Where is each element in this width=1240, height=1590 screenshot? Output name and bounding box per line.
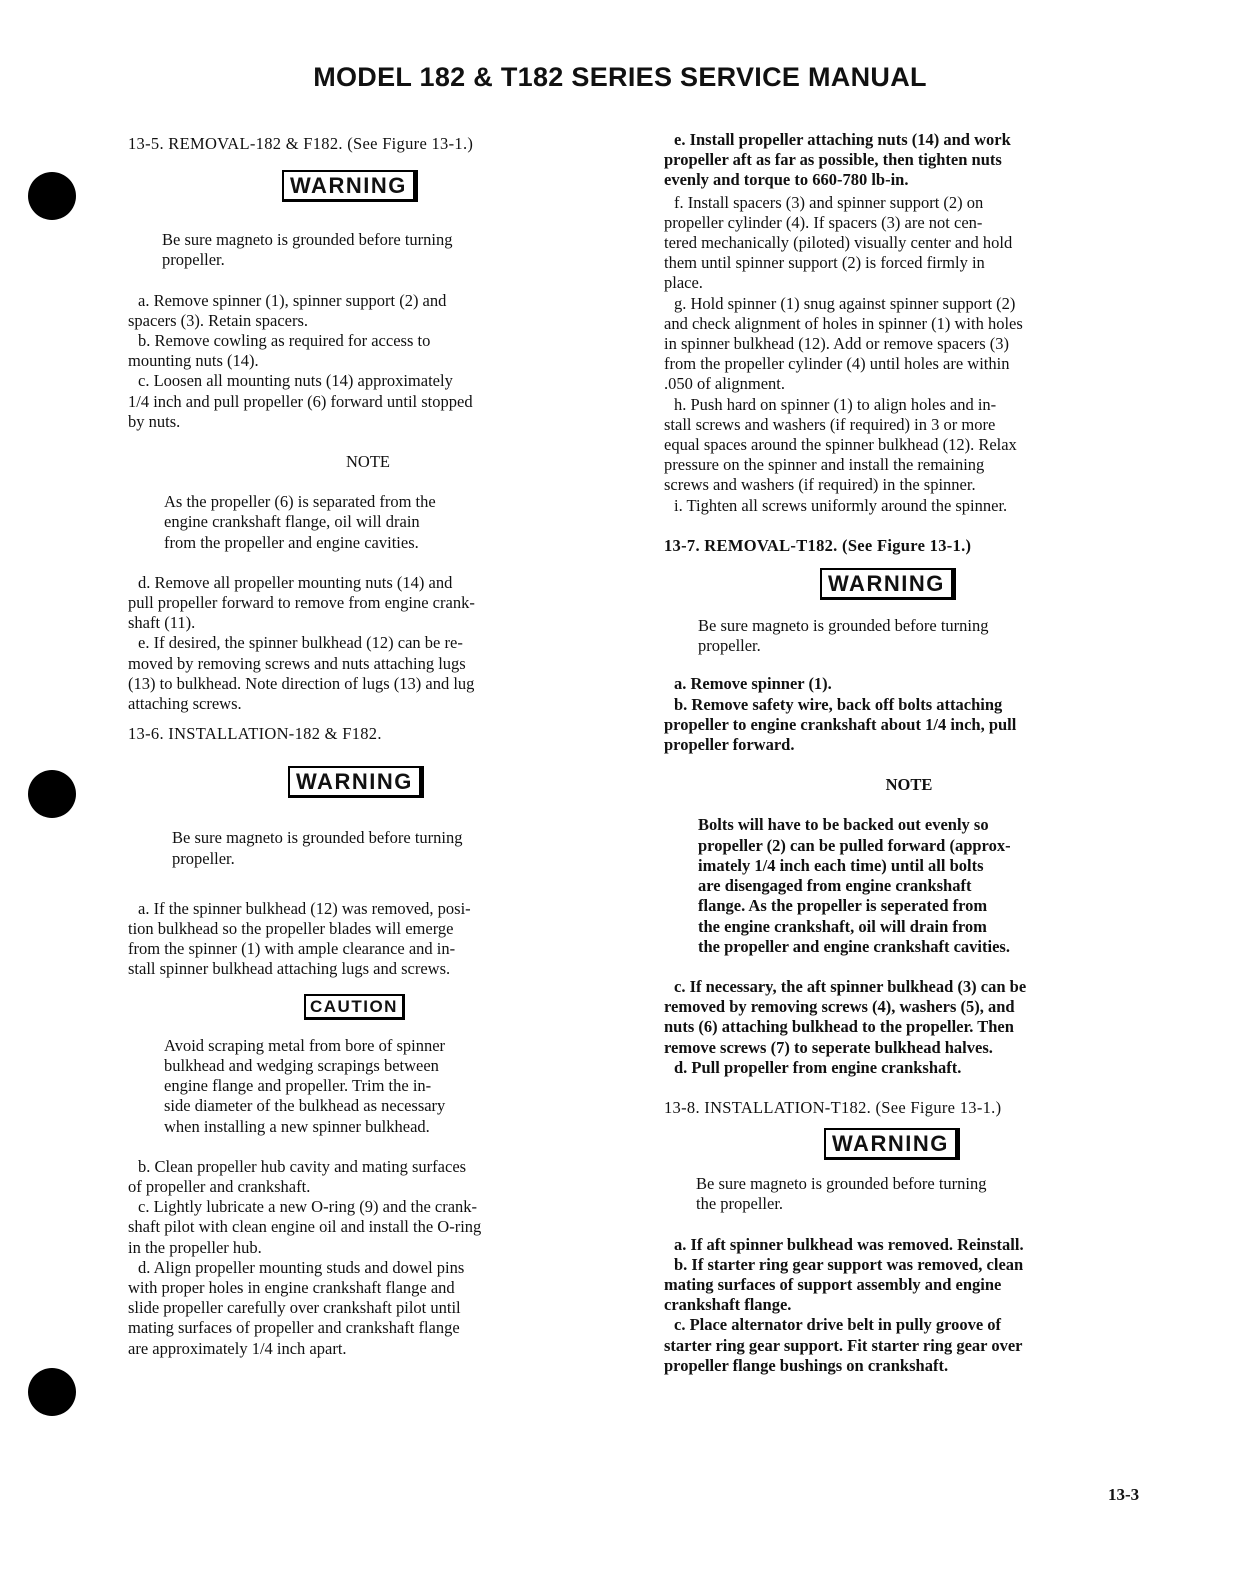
caution-text-line: Avoid scraping metal from bore of spinner (164, 1035, 446, 1055)
warning-1 (128, 170, 608, 202)
step-line: (13) to bulkhead. Note direction of lugs (13) and lug (128, 673, 475, 693)
left-column (128, 130, 608, 1359)
warning-badge: WARNING (288, 766, 424, 798)
right-column (664, 130, 1154, 1376)
step-line: place. (664, 273, 703, 293)
binder-hole-middle (28, 770, 76, 818)
step-c: c. If necessary, the aft spinner bulkhead (3) can be (674, 976, 1027, 996)
section-13-6-heading: 13-6. INSTALLATION-182 & F182. (128, 724, 382, 744)
step-line: shaft (11). (128, 613, 196, 633)
step-line: .050 of alignment. (664, 374, 785, 394)
step-line: propeller to engine crankshaft about 1/4 inch, pull (664, 714, 1017, 734)
step-b: b. If starter ring gear support was removed, clean (674, 1254, 1024, 1274)
warning-text-line: propeller. (172, 848, 235, 868)
warning-3-text (664, 616, 1154, 656)
caution-badge: CAUTION (304, 994, 405, 1020)
step-line: evenly and torque to 660-780 lb-in. (664, 170, 909, 190)
step-line: are approximately 1/4 inch apart. (128, 1338, 347, 1358)
section-13-8-heading: 13-8. INSTALLATION-T182. (See Figure 13-1.) (664, 1097, 1002, 1117)
warning-4-text (664, 1174, 1154, 1214)
removal-steps-2 (128, 573, 608, 714)
warning-1-text (128, 230, 608, 270)
step-d: d. Pull propeller from engine crankshaft. (674, 1057, 962, 1077)
caution-text-line: when installing a new spinner bulkhead. (164, 1116, 430, 1136)
step-a: a. Remove spinner (1), spinner support (2) and (138, 290, 447, 310)
removal-steps (128, 291, 608, 432)
step-line: nuts (6) attaching bulkhead to the propeller. Then (664, 1017, 1014, 1037)
warning-3 (664, 568, 1154, 600)
step-line: 1/4 inch and pull propeller (6) forward until stopped (128, 391, 473, 411)
step-f: f. Install spacers (3) and spinner support (2) on (674, 192, 984, 212)
warning-4 (664, 1128, 1154, 1160)
step-c: c. Place alternator drive belt in pully groove of (674, 1315, 1002, 1335)
step-line: and check alignment of holes in spinner (1) with holes (664, 313, 1023, 333)
installation-steps-2 (128, 1157, 608, 1359)
install-steps-f-i (664, 193, 1154, 516)
step-line: mounting nuts (14). (128, 351, 259, 371)
step-line: with proper holes in engine crankshaft flange and (128, 1277, 455, 1297)
step-line: of propeller and crankshaft. (128, 1176, 311, 1196)
caution-text-line: bulkhead and wedging scrapings between (164, 1055, 439, 1075)
note-text-line: propeller (2) can be pulled forward (approx- (698, 835, 1011, 855)
step-line: screws and washers (if required) in the spinner. (664, 475, 976, 495)
step-i: i. Tighten all screws uniformly around the spinner. (674, 495, 1008, 515)
note-text-line: imately 1/4 inch each time) until all bolts (698, 855, 984, 875)
step-b: b. Remove cowling as required for access to (138, 331, 431, 351)
warning-text-line: propeller. (698, 636, 761, 656)
step-a: a. If aft spinner bulkhead was removed. Reinstall. (674, 1234, 1024, 1254)
warning-text-line: the propeller. (696, 1194, 784, 1214)
step-line: pull propeller forward to remove from engine crank- (128, 593, 475, 613)
warning-2-text (128, 828, 608, 868)
note-1-text (128, 492, 608, 553)
step-line: slide propeller carefully over crankshaft pilot until (128, 1298, 461, 1318)
warning-text-line: Be sure magneto is grounded before turning (162, 230, 453, 250)
section-13-5-heading: 13-5. REMOVAL-182 & F182. (See Figure 13-1.) (128, 134, 474, 153)
note-2-label: NOTE (885, 775, 933, 795)
step-d: d. Remove all propeller mounting nuts (14) and (138, 572, 453, 592)
warning-2 (128, 766, 608, 798)
step-line: mating surfaces of propeller and crankshaft flange (128, 1318, 460, 1338)
caution (128, 994, 608, 1020)
step-line: in the propeller hub. (128, 1237, 262, 1257)
step-line: stall screws and washers (if required) in 3 or more (664, 414, 996, 434)
step-d: d. Align propeller mounting studs and dowel pins (138, 1257, 465, 1277)
note-text-line: the engine crankshaft, oil will drain from (698, 916, 987, 936)
note-text-line: flange. As the propeller is seperated from (698, 896, 988, 916)
warning-text-line: Be sure magneto is grounded before turning (172, 828, 463, 848)
removal-t182-steps-2 (664, 977, 1154, 1078)
binder-hole-top (28, 172, 76, 220)
step-line: tion bulkhead so the propeller blades will emerge (128, 919, 454, 939)
step-line: equal spaces around the spinner bulkhead (12). Relax (664, 435, 1017, 455)
step-line: crankshaft flange. (664, 1295, 792, 1315)
note-text-line: the propeller and engine crankshaft cavities. (698, 936, 1010, 956)
step-line: propeller forward. (664, 735, 795, 755)
step-line: mating surfaces of support assembly and engine (664, 1274, 1002, 1294)
page-title: MODEL 182 & T182 SERIES SERVICE MANUAL (313, 62, 927, 92)
caution-text-line: engine flange and propeller. Trim the in- (164, 1076, 432, 1096)
step-a: a. If the spinner bulkhead (12) was removed, posi- (138, 898, 471, 918)
step-e: e. If desired, the spinner bulkhead (12) can be re- (138, 633, 463, 653)
caution-text (128, 1036, 608, 1137)
note-text-line: As the propeller (6) is separated from the (164, 492, 436, 512)
step-line: in spinner bulkhead (12). Add or remove spacers (3) (664, 334, 1010, 354)
installation-steps (128, 899, 608, 980)
note-2-text (664, 815, 1154, 956)
step-line: shaft pilot with clean engine oil and install the O-ring (128, 1217, 482, 1237)
step-line: from the propeller cylinder (4) until holes are within (664, 354, 1010, 374)
step-line: from the spinner (1) with ample clearance and in- (128, 939, 456, 959)
section-13-7-heading: 13-7. REMOVAL-T182. (See Figure 13-1.) (664, 535, 972, 555)
step-line: moved by removing screws and nuts attaching lugs (128, 653, 466, 673)
step-c: c. Loosen all mounting nuts (14) approximately (138, 371, 453, 391)
install-steps-cont (664, 130, 1154, 191)
step-line: removed by removing screws (4), washers (5), and (664, 997, 1015, 1017)
step-c: c. Lightly lubricate a new O-ring (9) and the crank- (138, 1197, 478, 1217)
warning-text-line: propeller. (162, 250, 225, 270)
note-text-line: are disengaged from engine crankshaft (698, 876, 972, 896)
step-e: e. Install propeller attaching nuts (14) and work (674, 130, 1011, 149)
installation-t182-steps (664, 1235, 1154, 1376)
step-line: spacers (3). Retain spacers. (128, 310, 309, 330)
step-line: stall spinner bulkhead attaching lugs and screws. (128, 959, 451, 979)
step-line: by nuts. (128, 411, 181, 431)
removal-t182-steps (664, 674, 1154, 755)
warning-text-line: Be sure magneto is grounded before turning (698, 616, 989, 636)
step-b: b. Clean propeller hub cavity and mating surfaces (138, 1156, 467, 1176)
step-line: tered mechanically (piloted) visually center and hold (664, 233, 1013, 253)
note-text-line: engine crankshaft flange, oil will drain (164, 512, 420, 532)
note-text-line: Bolts will have to be backed out evenly so (698, 815, 989, 835)
binder-hole-bottom (28, 1368, 76, 1416)
step-line: them until spinner support (2) is forced firmly in (664, 253, 985, 273)
step-line: propeller cylinder (4). If spacers (3) are not cen- (664, 212, 983, 232)
warning-badge: WARNING (824, 1128, 960, 1160)
step-line: starter ring gear support. Fit starter ring gear over (664, 1335, 1023, 1355)
step-line: pressure on the spinner and install the remaining (664, 455, 985, 475)
step-a: a. Remove spinner (1). (674, 674, 832, 694)
step-line: propeller aft as far as possible, then tighten nuts (664, 150, 1002, 170)
caution-text-line: side diameter of the bulkhead as necessary (164, 1096, 446, 1116)
warning-text-line: Be sure magneto is grounded before turning (696, 1174, 987, 1194)
step-h: h. Push hard on spinner (1) to align holes and in- (674, 394, 997, 414)
warning-badge: WARNING (282, 170, 418, 202)
step-line: remove screws (7) to seperate bulkhead halves. (664, 1037, 993, 1057)
warning-badge: WARNING (820, 568, 956, 600)
page-number: 13-3 (1108, 1485, 1140, 1504)
step-g: g. Hold spinner (1) snug against spinner support (2) (674, 293, 1016, 313)
note-text-line: from the propeller and engine cavities. (164, 532, 419, 552)
note-1-label: NOTE (346, 452, 390, 472)
step-line: propeller flange bushings on crankshaft. (664, 1355, 949, 1375)
step-line: attaching screws. (128, 694, 242, 714)
step-b: b. Remove safety wire, back off bolts attaching (674, 694, 1003, 714)
